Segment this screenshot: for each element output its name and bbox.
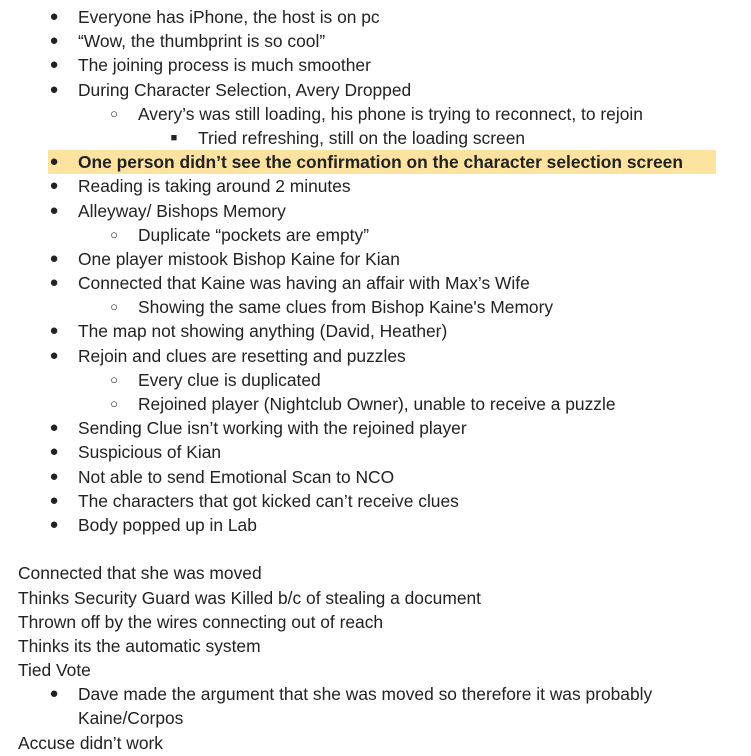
square-bullet: ■	[170, 131, 178, 144]
sub-list-item	[0, 223, 751, 247]
sub-list-item-text: Avery’s was still loading, his phone is trying to reconnect, to rejoin	[138, 103, 643, 124]
list-item-text: During Character Selection, Avery Dropped	[78, 79, 412, 100]
list-item-text: Alleyway/ Bishops Memory	[78, 200, 286, 221]
disc-bullet: ●	[49, 249, 59, 267]
list-item	[0, 53, 751, 77]
list-item	[0, 465, 751, 489]
list-item-text: Connected that Kaine was having an affair with Max’s Wife	[78, 273, 530, 294]
circle-bullet: ○	[110, 105, 118, 121]
disc-bullet: ●	[49, 32, 59, 50]
sub-list-item-text: Showing the same clues from Bishop Kaine's Memory	[138, 297, 554, 318]
list-item	[0, 78, 751, 102]
list-item-text: Not able to send Emotional Scan to NCO	[78, 466, 395, 487]
disc-bullet: ●	[49, 685, 59, 703]
list-item	[0, 440, 751, 464]
list-item-text: The map not showing anything (David, Heather)	[78, 321, 448, 342]
sub-list-item	[0, 368, 751, 392]
list-item	[0, 344, 751, 368]
list-item	[0, 174, 751, 198]
list-item	[0, 271, 751, 295]
disc-bullet: ●	[49, 346, 59, 364]
list-item-text: Suspicious of Kian	[78, 442, 222, 463]
list-item-text: The characters that got kicked can’t receive clues	[78, 490, 459, 511]
disc-bullet: ●	[49, 80, 59, 98]
list-item-text: Dave made the argument that she was moved so therefore it was probably	[78, 684, 653, 705]
sub-list-item-text: Duplicate “pockets are empty”	[138, 224, 370, 245]
list-item	[0, 513, 751, 537]
disc-bullet: ●	[49, 419, 59, 437]
list-item	[0, 29, 751, 53]
list-item-text: The joining process is much smoother	[78, 55, 371, 76]
list-item-text: Sending Clue isn’t working with the rejoined player	[78, 418, 467, 439]
disc-bullet: ●	[49, 515, 59, 533]
paragraph: Tied Vote	[18, 660, 91, 681]
list-item-text: One person didn’t see the confirmation on the character selection screen	[78, 152, 683, 173]
circle-bullet: ○	[110, 371, 118, 387]
sub-list-item	[0, 102, 751, 126]
list-item-text: Reading is taking around 2 minutes	[78, 176, 351, 197]
circle-bullet: ○	[110, 299, 118, 315]
sub-list-item	[0, 392, 751, 416]
paragraph: Thrown off by the wires connecting out of reach	[18, 611, 384, 632]
blank-line	[0, 537, 751, 561]
circle-bullet: ○	[110, 226, 118, 242]
disc-bullet: ●	[49, 443, 59, 461]
highlighted-list-item	[0, 150, 751, 174]
circle-bullet: ○	[110, 396, 118, 411]
list-item	[0, 319, 751, 343]
sub-sub-list-item	[0, 126, 751, 150]
list-item	[0, 416, 751, 440]
disc-bullet: ●	[49, 153, 59, 171]
list-item-text: Kaine/Corpos	[78, 708, 184, 729]
disc-bullet: ●	[49, 491, 59, 509]
disc-bullet: ●	[49, 274, 59, 292]
sub-list-item-text: Every clue is duplicated	[138, 369, 321, 390]
paragraph: Connected that she was moved	[18, 563, 262, 584]
sub-list-item	[0, 295, 751, 319]
disc-bullet: ●	[49, 56, 59, 74]
list-item-text: Rejoin and clues are resetting and puzzles	[78, 345, 406, 366]
list-item-text: Everyone has iPhone, the host is on pc	[78, 7, 380, 27]
list-item	[0, 247, 751, 271]
list-item-text: One player mistook Bishop Kaine for Kian	[78, 248, 400, 269]
paragraph: Thinks its the automatic system	[18, 635, 261, 656]
paragraph: Thinks Security Guard was Killed b/c of stealing a document	[18, 587, 482, 608]
disc-bullet: ●	[49, 8, 59, 25]
paragraph: Accuse didn’t work	[18, 732, 163, 753]
disc-bullet: ●	[49, 201, 59, 219]
list-item-text: Body popped up in Lab	[78, 514, 257, 535]
list-item-text: “Wow, the thumbprint is so cool”	[78, 31, 326, 52]
disc-bullet: ●	[49, 467, 59, 485]
list-item	[0, 199, 751, 223]
sub-list-item-text: Rejoined player (Nightclub Owner), unable to receive a puzzle	[138, 394, 616, 414]
disc-bullet: ●	[49, 177, 59, 195]
list-item	[0, 5, 751, 29]
sub-sub-list-item-text: Tried refreshing, still on the loading screen	[198, 127, 526, 148]
disc-bullet: ●	[49, 322, 59, 340]
list-item-continuation	[0, 706, 751, 730]
list-item	[0, 682, 751, 706]
list-item	[0, 489, 751, 513]
